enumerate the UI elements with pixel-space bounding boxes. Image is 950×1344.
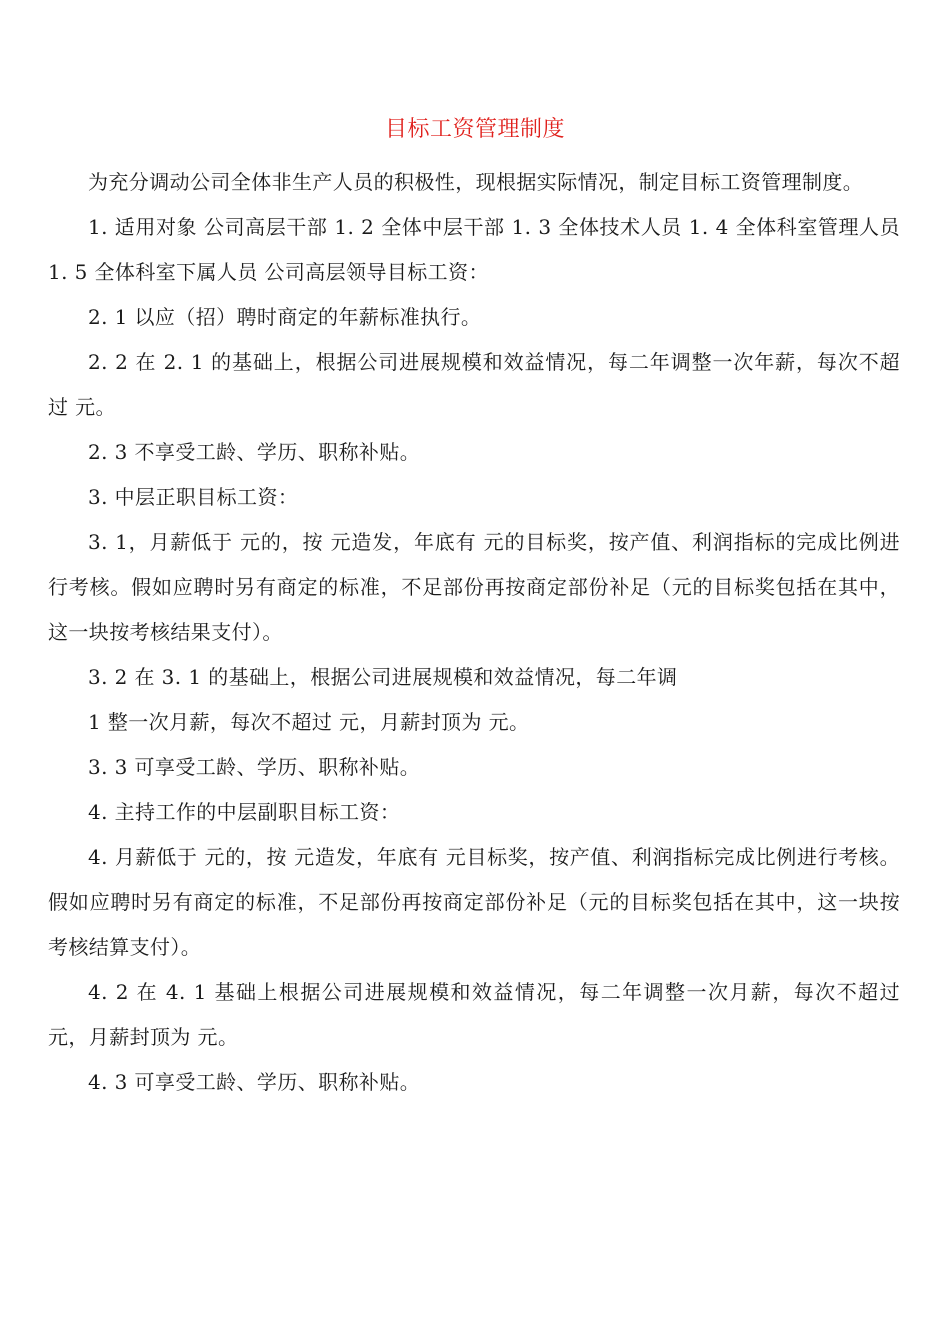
section-1-applicability: 1. 适用对象 公司高层干部 1. 2 全体中层干部 1. 3 全体技术人员 1. 4 全体科室管理人员 1. 5 全体科室下属人员 公司高层领导目标工资： [48,215,900,284]
clause-4-1: 4. 月薪低于 元的，按 元造发，年底有 元目标奖，按产值、利润指标完成比例进行考核。假如应聘时另有商定的标准，不足部份再按商定部份补足（元的目标奖包括在其中，这一块按考核结算支付）。 [48,845,900,959]
clause-2-3: 2. 3 不享受工龄、学历、职称补贴。 [88,440,421,464]
clause-4-3: 4. 3 可享受工龄、学历、职称补贴。 [88,1070,421,1094]
clause-3-2: 3. 2 在 3. 1 的基础上，根据公司进展规模和效益情况，每二年调 [88,665,678,689]
clause-3-1: 3. 1，月薪低于 元的，按 元造发，年底有 元的目标奖，按产值、利润指标的完成比例进行考核。假如应聘时另有商定的标准，不足部份再按商定部份补足（元的目标奖包括在其中，这一块按考核结果支付）。 [48,530,900,644]
section-3-heading: 3. 中层正职目标工资： [88,485,299,509]
clause-2-1: 2. 1 以应（招）聘时商定的年薪标准执行。 [88,305,482,329]
clause-3-2-continued: 1 整一次月薪，每次不超过 元，月薪封顶为 元。 [88,710,530,734]
document-title: 目标工资管理制度 [384,117,565,142]
clause-4-2: 4. 2 在 4. 1 基础上根据公司进展规模和效益情况，每二年调整一次月薪，每次不超过 元，月薪封顶为 元。 [48,980,900,1049]
clause-3-3: 3. 3 可享受工龄、学历、职称补贴。 [88,755,421,779]
intro-paragraph: 为充分调动公司全体非生产人员的积极性，现根据实际情况，制定目标工资管理制度。 [88,170,864,194]
document-body [48,160,900,1105]
clause-2-2: 2. 2 在 2. 1 的基础上，根据公司进展规模和效益情况，每二年调整一次年薪，每次不超过 元。 [48,350,900,419]
section-4-heading: 4. 主持工作的中层副职目标工资： [88,800,401,824]
